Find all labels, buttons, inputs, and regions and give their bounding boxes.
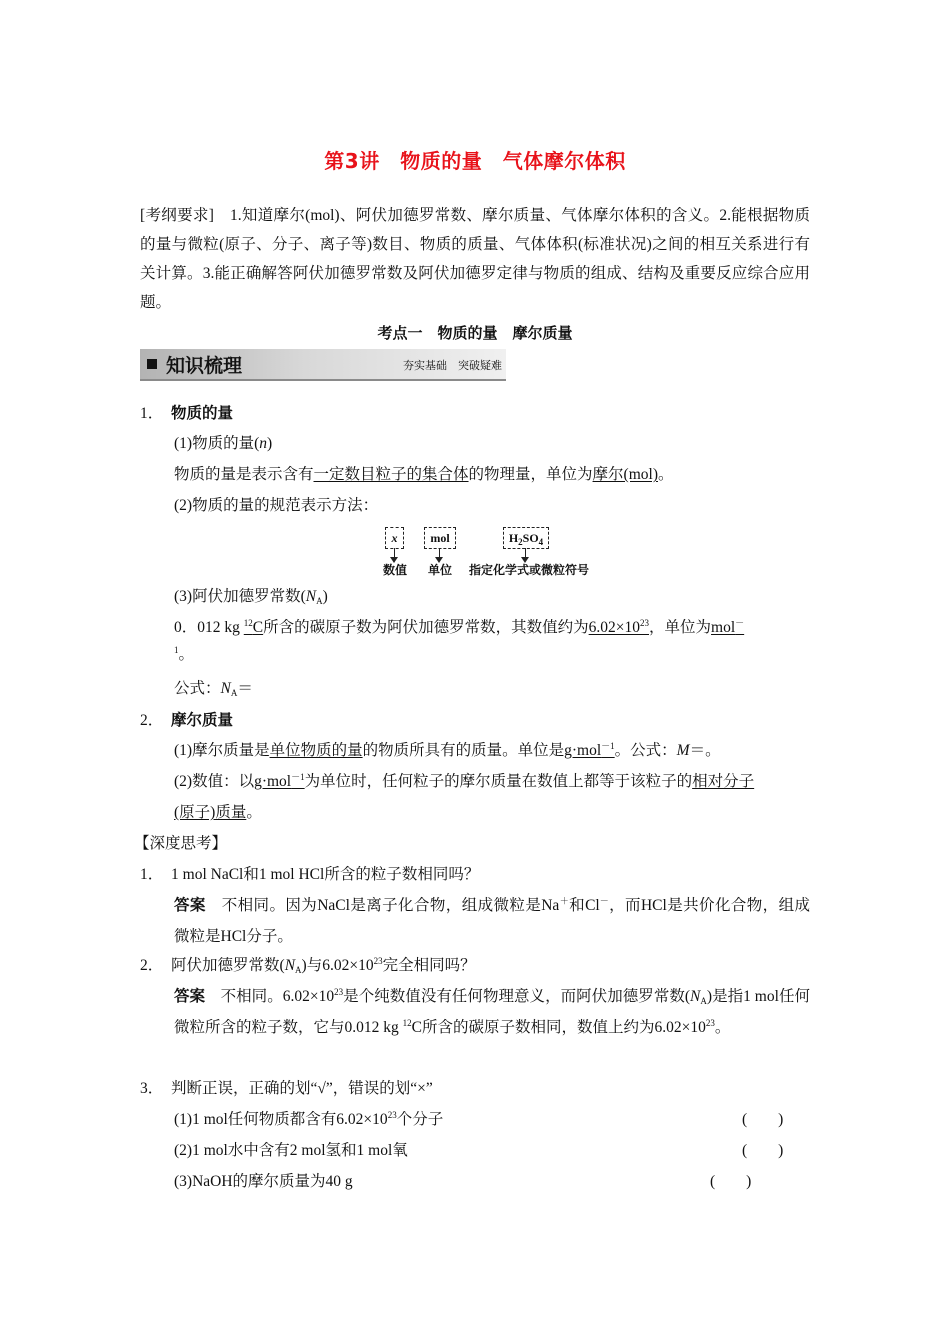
knowledge-band [140, 349, 506, 381]
k2-p1-unit-sup: －1 [601, 741, 615, 751]
k1-s1-var: n [259, 435, 267, 452]
a1-a: 不相同。因为NaCl是离子化合物，组成微粒是Na [205, 897, 560, 914]
arrow-down-icon [394, 548, 395, 559]
requirements-label: [考纲要求] [140, 207, 214, 224]
a2-e: 。 [714, 1019, 731, 1036]
band-title: 知识梳理 [166, 355, 243, 377]
avo-a: 0．012 kg [174, 619, 244, 636]
tf-item-3: (3)NaOH的摩尔质量为40 g [174, 1173, 353, 1190]
k2-p1-c: 。公式： [614, 742, 677, 759]
formula-sub1: 2 [518, 537, 523, 547]
a2-label: 答案 [174, 987, 206, 1005]
a1-c: ，而HCl是共价化合物，组成微粒是HCl分子。 [174, 897, 810, 945]
a2-sub: A [700, 996, 707, 1006]
avo-c: C [252, 619, 264, 636]
k1-s3-close: ) [322, 588, 328, 605]
q3-text: 判断正误，正确的划“√”，错误的划“×” [171, 1080, 433, 1097]
k1-def-u2: 摩尔(mol) [592, 466, 658, 483]
q1-num: 1． [140, 866, 156, 883]
avo-unit-text: mol [711, 619, 736, 636]
k1-heading: 物质的量 [171, 404, 234, 422]
k2-p2-b: 为单位时，任何粒子的摩尔质量在数值上都等于该粒子的 [304, 773, 693, 790]
diagram-box-value-text: x [391, 531, 398, 545]
k1-s2: (2)物质的量的规范表示方法： [174, 497, 379, 514]
section-title: 考点一 物质的量 摩尔质量 [377, 324, 573, 342]
a2-paragraph [174, 981, 810, 1043]
a1-sup1: ＋ [559, 896, 570, 906]
formula-h: H [508, 531, 519, 545]
k1-avogadro-cont [174, 644, 194, 666]
diagram-box-unit: mol [424, 527, 456, 549]
k1-def-u1: 一定数目粒子的集合体 [313, 466, 469, 483]
tf-item-2: (2)1 mol水中含有2 mol氢和1 mol氧 [174, 1142, 408, 1159]
k2-p2-unit [254, 773, 305, 790]
q2-sup: 23 [373, 956, 383, 966]
square-bullet-icon [147, 359, 157, 369]
tf-item-1-a: (1)1 mol任何物质都含有6.02×10 [174, 1111, 388, 1128]
tf-item-2-answer-blank[interactable]: ( ) [742, 1142, 784, 1159]
k2-p2-unit-text: g·mol [254, 773, 292, 790]
a2-sup3: 23 [705, 1018, 715, 1028]
k2-heading: 摩尔质量 [171, 711, 234, 729]
k2-p1-var: M [676, 742, 690, 759]
k1-def-c: 。 [657, 466, 674, 483]
formula-so: SO [522, 531, 539, 545]
k2-p2-a: (2)数值：以 [174, 773, 255, 790]
a2-a: 不相同。6.02×10 [205, 988, 335, 1005]
k2-p2-unit-sup: －1 [291, 772, 305, 782]
k1-def-b: 的物理量，单位为 [468, 466, 593, 483]
a1-label: 答案 [174, 896, 206, 914]
k2-p1-u1: 单位物质的量 [269, 742, 363, 759]
a1-paragraph [174, 890, 810, 952]
k1-formula [174, 678, 253, 700]
q2-c: 完全相同吗？ [382, 957, 476, 974]
arrow-down-icon [525, 548, 526, 559]
k1-definition [174, 464, 674, 486]
avo-value [589, 619, 649, 636]
arrow-down-icon [439, 548, 440, 559]
a2-sup1: 23 [334, 987, 344, 997]
k1-avogadro-line [174, 617, 744, 639]
k1-def-a: 物质的量是表示含有 [174, 466, 314, 483]
avo-unit [711, 619, 744, 636]
q1-text: 1 mol NaCl和1 mol HCl所含的粒子数相同吗？ [171, 866, 480, 883]
k1-s3 [174, 586, 328, 608]
avo-b: 所含的碳原子数为阿伏加德罗常数，其数值约为 [263, 619, 589, 636]
k2-p1 [174, 740, 721, 762]
a2-var: N [690, 988, 701, 1005]
q2-a: 阿伏加德罗常数( [171, 957, 285, 974]
q3-num: 3． [140, 1080, 156, 1097]
q1-line [140, 864, 479, 886]
q2-var: N [284, 957, 296, 974]
avo-value-sup: 23 [640, 618, 649, 628]
q2-line [140, 955, 476, 977]
formula-label: 公式： [174, 680, 221, 697]
k2-heading-line [140, 709, 233, 732]
a2-c: )是指1 mol任何微粒所含的粒子数，它与0.012 kg [174, 988, 810, 1036]
k1-s1-text: (1)物质的量( [174, 435, 260, 452]
k2-p1-a: (1)摩尔质量是 [174, 742, 270, 759]
formula-var: N [220, 680, 231, 697]
tf-item-1-b: 个分子 [396, 1111, 444, 1128]
k1-s1 [174, 433, 272, 455]
k2-p2-u3: (原子)质量 [174, 804, 247, 821]
notation-diagram [382, 527, 622, 587]
a1-sup2: － [599, 896, 609, 906]
formula-sub2: 4 [538, 537, 544, 547]
diagram-box-formula [503, 527, 549, 549]
avo-d: ，单位为 [649, 619, 712, 636]
k1-num: 1． [140, 405, 156, 422]
k2-num: 2． [140, 712, 156, 729]
tf-item-1-answer-blank[interactable]: ( ) [742, 1111, 784, 1128]
diagram-label-value: 数值 [383, 563, 408, 577]
k1-s3-text: (3)阿伏加德罗常数( [174, 588, 306, 605]
k1-heading-line [140, 402, 233, 425]
k2-p2-end: 。 [246, 804, 262, 821]
page-title: 第3讲 物质的量 气体摩尔体积 [324, 149, 626, 173]
a1-b: 和Cl [569, 897, 600, 914]
k1-s3-sub: A [316, 596, 323, 606]
tf-item-1-sup: 23 [387, 1110, 397, 1120]
diagram-label-formula: 指定化学式或微粒符号 [469, 563, 590, 577]
a2-d: C所含的碳原子数相同，数值上约为6.02×10 [411, 1019, 706, 1036]
k2-p1-unit [564, 742, 615, 759]
q3-line [140, 1078, 433, 1100]
k2-p2-cont [174, 802, 262, 824]
band-subtitle: 夯实基础 突破疑难 [403, 359, 502, 372]
k1-s3-var: N [305, 588, 317, 605]
formula-sub: A [230, 688, 238, 698]
avo-unit-sup: － [735, 618, 745, 628]
k2-p2-u2: 相对分子 [692, 773, 755, 790]
k2-p2 [174, 771, 754, 793]
tf-item-3-answer-blank[interactable]: ( ) [710, 1173, 752, 1190]
think-label: 【深度思考】 [134, 835, 228, 852]
diagram-box-value [385, 527, 404, 549]
q2-sub: A [295, 965, 302, 975]
exam-requirements [140, 201, 810, 317]
avo-value-text: 6.02×10 [588, 619, 640, 636]
a2-b: 是个纯数值没有任何物理意义，而阿伏加德罗常数( [343, 988, 691, 1005]
k2-p1-d: ＝。 [689, 742, 721, 759]
avo-end: 。 [178, 646, 195, 663]
k2-p1-unit-text: g·mol [564, 742, 602, 759]
q2-num: 2． [140, 957, 156, 974]
requirements-text: 1.知道摩尔(mol)、阿伏加德罗常数、摩尔质量、气体摩尔体积的含义。2.能根据物质的量与微粒(原子、分子、离子等)数目、物质的质量、气体体积(标准状况)之间的相互关系进行有关计算。3.能正确解答阿伏加德罗常数及阿伏加德罗定律与物质的组成、结构及重要反应综合应用题。 [140, 207, 810, 311]
formula-eq: ＝ [237, 680, 253, 697]
tf-item-1 [174, 1109, 443, 1131]
avo-sup: 12 [243, 618, 253, 628]
diagram-label-unit: 单位 [428, 563, 453, 577]
k1-s1-close: ) [267, 435, 273, 452]
k2-p1-b: 的物质所具有的质量。单位是 [362, 742, 565, 759]
a2-sup2: 12 [402, 1018, 412, 1028]
q2-b: )与6.02×10 [301, 957, 374, 974]
avo-cont: 1 [174, 645, 179, 655]
